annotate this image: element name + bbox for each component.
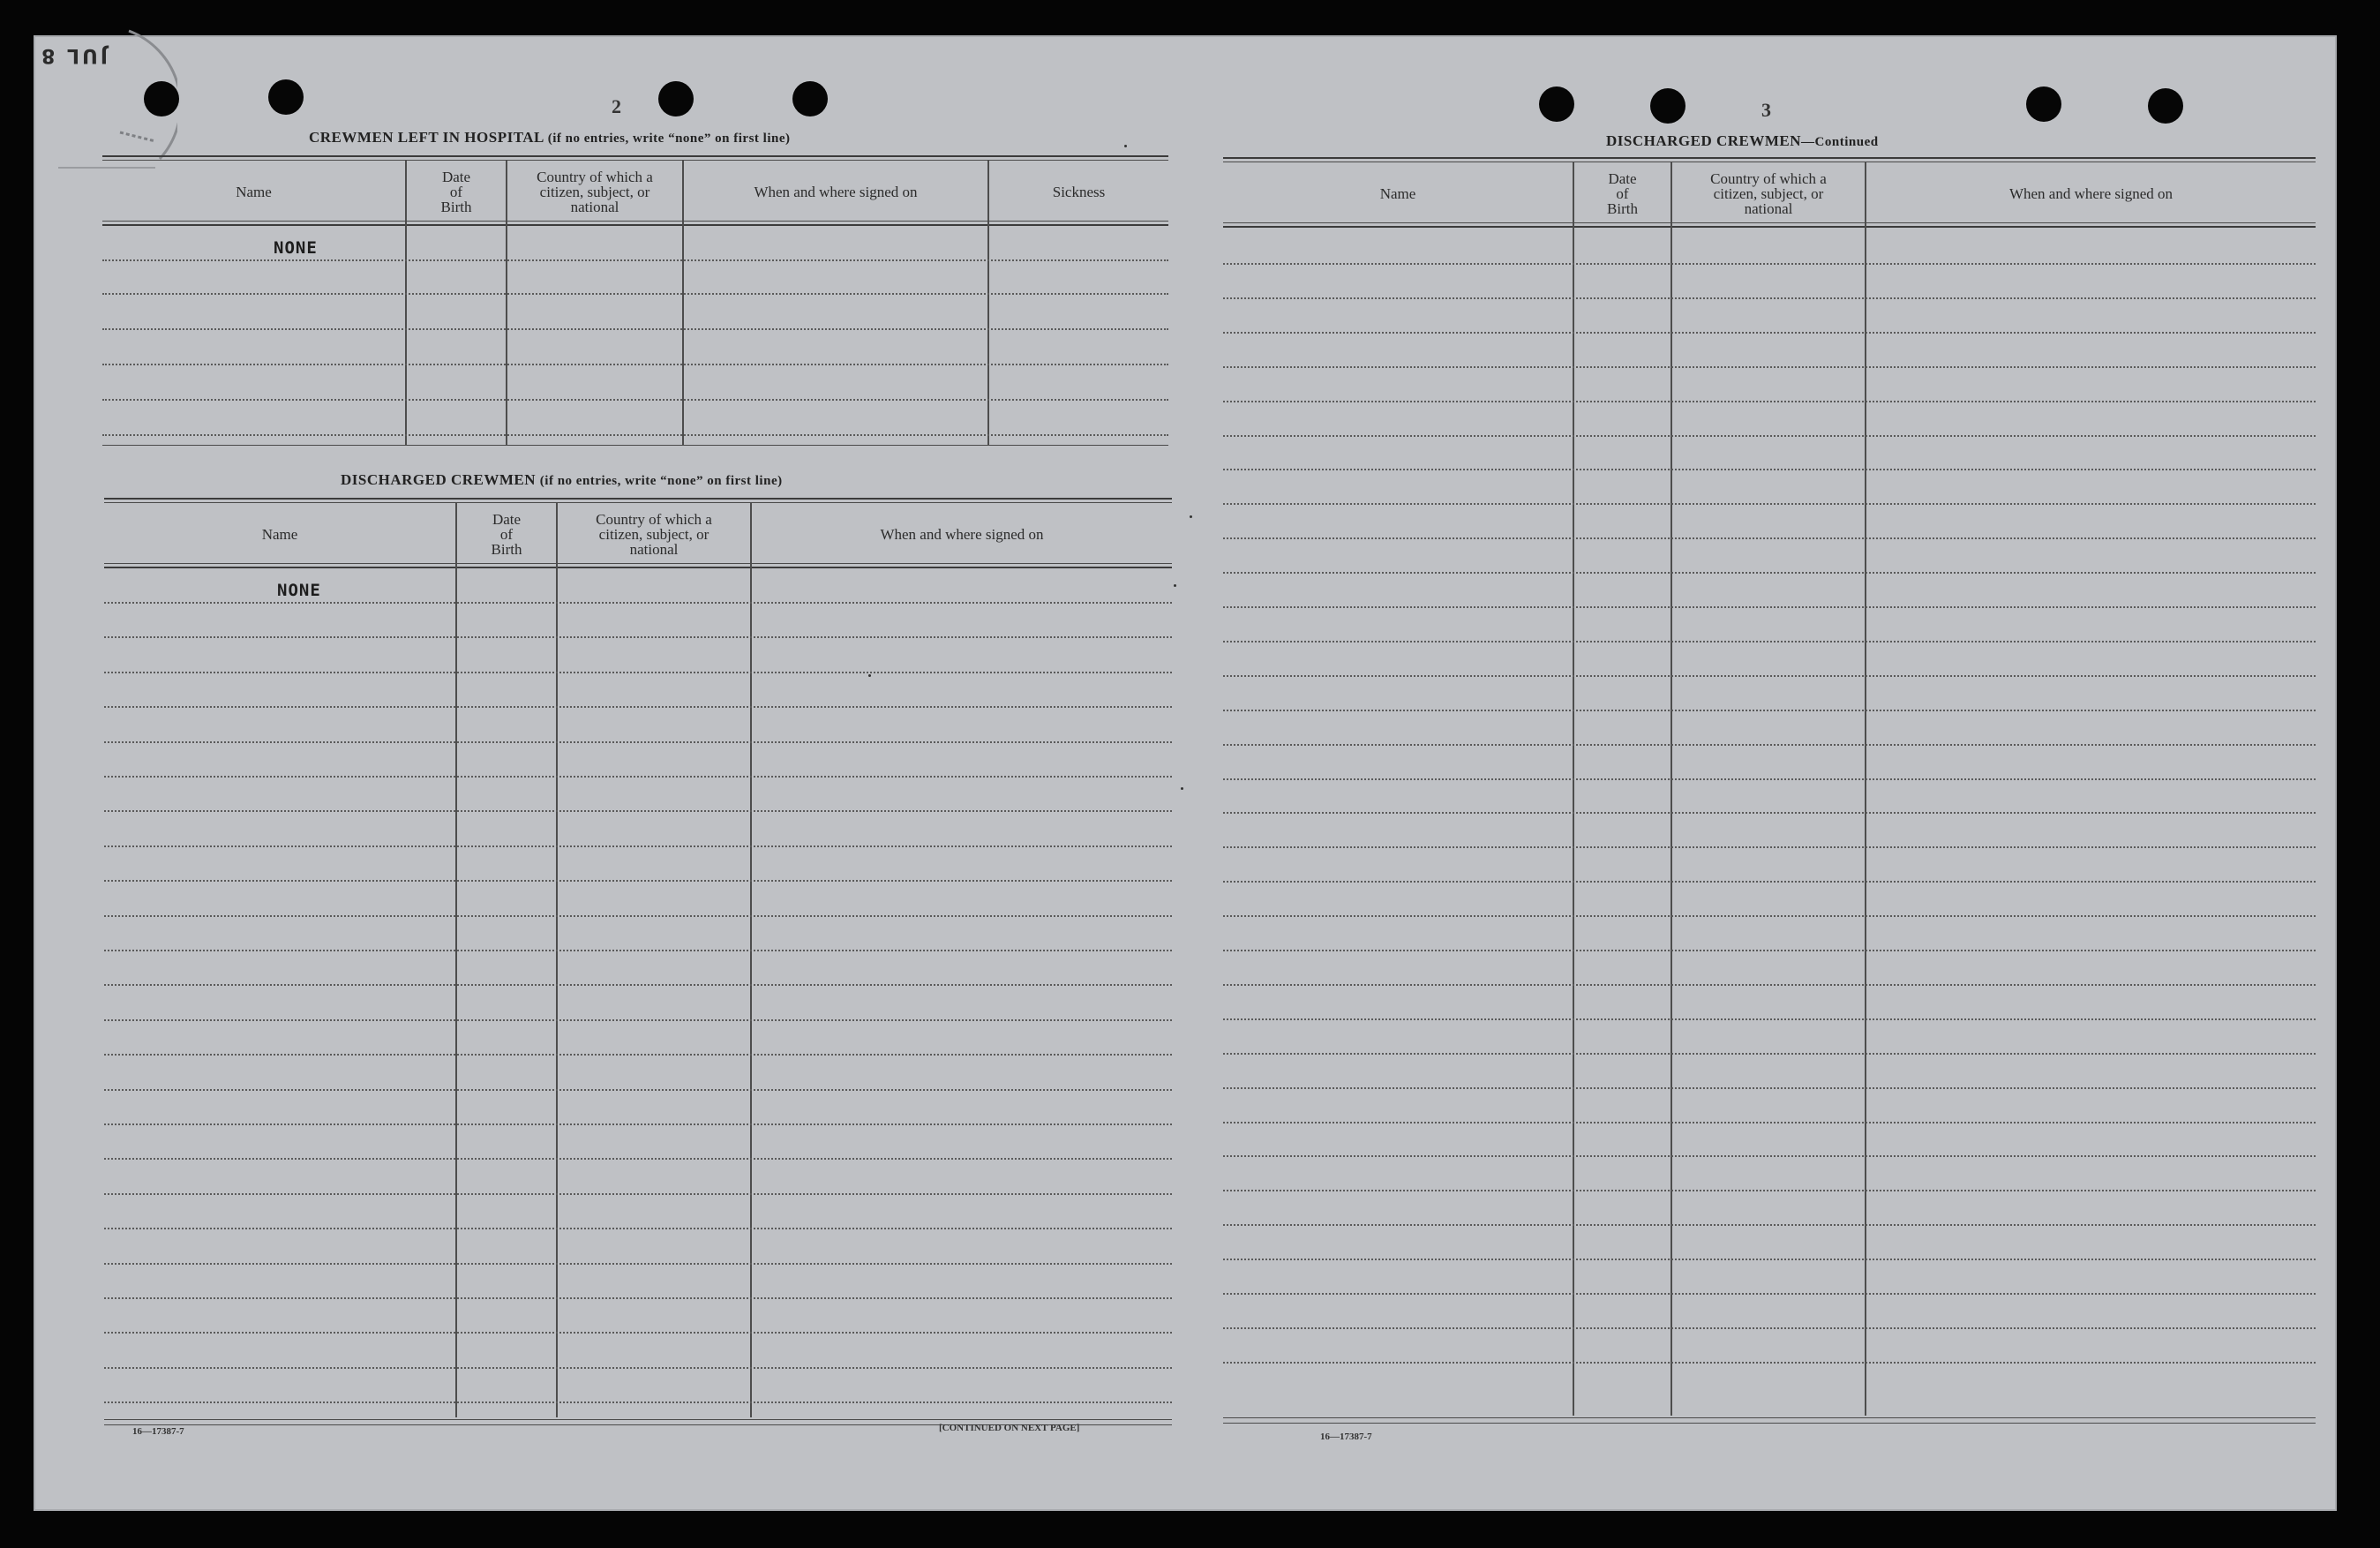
ruling-line <box>1223 1362 2316 1364</box>
stamp-date: JUL 8 <box>39 44 109 66</box>
hospital-title-text: CREWMEN LEFT IN HOSPITAL <box>309 129 544 146</box>
ruling-line <box>1223 744 2316 746</box>
col-header-date-of-birth: Date of Birth <box>440 168 472 215</box>
hospital-table <box>102 155 1168 482</box>
discharged-table <box>104 498 1172 1451</box>
ruling-line <box>104 880 1172 882</box>
ruling-line <box>1223 1293 2316 1295</box>
col-header-signed-on: When and where signed on <box>880 525 1044 543</box>
ruling-line <box>1223 401 2316 402</box>
punch-hole <box>2026 86 2061 122</box>
discharged-title-text: DISCHARGED CREWMEN <box>341 471 537 488</box>
ruling-line <box>104 1019 1172 1021</box>
ruling-line <box>1223 1327 2316 1329</box>
ruling-line <box>104 636 1172 638</box>
ruling-line <box>1223 915 2316 917</box>
ruling-line <box>104 1228 1172 1229</box>
left-page <box>34 35 1190 1511</box>
col-header-sickness: Sickness <box>1052 183 1106 200</box>
ruling-line <box>1223 675 2316 677</box>
discharged-continued-title <box>1606 132 1879 150</box>
ruling-line <box>1223 537 2316 539</box>
right-page <box>1190 35 2337 1511</box>
ruling-line <box>1223 778 2316 780</box>
ruling-line <box>104 1332 1172 1334</box>
ruling-line <box>1223 984 2316 986</box>
discharged-continued-title-text: DISCHARGED CREWMEN <box>1606 132 1802 149</box>
ruling-line <box>1223 366 2316 368</box>
col-header-name: Name <box>1379 184 1416 202</box>
ruling-line <box>104 1263 1172 1265</box>
ruling-line <box>104 915 1172 917</box>
col-header-country: Country of which a citizen, subject, or national <box>596 510 712 558</box>
ruling-line <box>1223 881 2316 883</box>
ruling-line <box>1223 641 2316 642</box>
col-header-date-of-birth: Date of Birth <box>491 510 522 558</box>
col-header-date-of-birth: Date of Birth <box>1607 169 1638 217</box>
discharged-subtitle: (if no entries, write “none” on first line) <box>539 474 783 488</box>
ruling-line <box>104 602 1172 604</box>
discharged-continued-table <box>1223 157 2316 1463</box>
punch-hole <box>2148 88 2183 124</box>
punch-hole <box>1539 86 1574 122</box>
page-number: 3 <box>1761 99 1771 121</box>
continued-note: [CONTINUED ON NEXT PAGE] <box>939 1423 1080 1433</box>
ruling-line <box>1223 950 2316 951</box>
punch-hole <box>658 81 694 116</box>
ruling-line <box>104 706 1172 708</box>
form-code: 16—17387-7 <box>132 1426 184 1437</box>
form-code: 16—17387-7 <box>1320 1432 1372 1442</box>
ruling-line <box>1223 1155 2316 1157</box>
ruling-line <box>104 776 1172 778</box>
ruling-line <box>104 1297 1172 1299</box>
punch-hole <box>268 79 304 115</box>
ruling-line <box>104 741 1172 743</box>
discharged-entry-name: NONE <box>277 581 321 600</box>
ruling-line <box>1223 297 2316 299</box>
discharged-continued-subtitle: —Continued <box>1801 135 1879 149</box>
ruling-line <box>1223 1190 2316 1191</box>
ruling-line <box>104 950 1172 951</box>
ruling-line <box>104 1367 1172 1369</box>
col-header-country: Country of which a citizen, subject, or national <box>1710 169 1827 217</box>
col-header-signed-on: When and where signed on <box>754 183 918 200</box>
ruling-line <box>1223 1122 2316 1123</box>
ruling-line <box>104 1089 1172 1091</box>
col-header-signed-on: When and where signed on <box>2008 184 2174 202</box>
ruling-line <box>1223 572 2316 574</box>
ruling-line <box>104 984 1172 986</box>
page-number: 2 <box>612 95 621 117</box>
punch-hole <box>792 81 828 116</box>
hospital-entry-name: NONE <box>274 238 318 258</box>
ruling-line <box>104 672 1172 673</box>
ruling-line <box>104 1123 1172 1125</box>
punch-hole <box>144 81 179 116</box>
col-header-name: Name <box>261 525 298 543</box>
ruling-line <box>1223 1087 2316 1089</box>
ruling-line <box>104 810 1172 812</box>
form-sheet <box>34 35 2337 1511</box>
ruling-line <box>1223 1259 2316 1260</box>
col-header-country: Country of which a citizen, subject, or national <box>537 168 653 215</box>
ruling-line <box>104 845 1172 847</box>
ruling-line <box>1223 332 2316 334</box>
ruling-line <box>1223 1053 2316 1055</box>
ruling-line <box>104 1158 1172 1160</box>
punch-hole <box>1650 88 1686 124</box>
ruling-line <box>104 1054 1172 1056</box>
ruling-line <box>104 1401 1172 1403</box>
ruling-line <box>1223 812 2316 814</box>
ruling-line <box>1223 263 2316 265</box>
col-header-name: Name <box>236 183 272 200</box>
ruling-line <box>1223 435 2316 437</box>
ruling-line <box>1223 503 2316 505</box>
ruling-line <box>1223 710 2316 711</box>
discharged-section-title <box>341 471 783 489</box>
ruling-line <box>1223 606 2316 608</box>
ruling-line <box>1223 1224 2316 1226</box>
ruling-line <box>1223 469 2316 470</box>
hospital-section-title <box>309 129 791 147</box>
ruling-line <box>104 1193 1172 1195</box>
hospital-subtitle: (if no entries, write “none” on first line) <box>547 132 791 146</box>
ruling-line <box>1223 846 2316 848</box>
ruling-line <box>1223 1018 2316 1020</box>
